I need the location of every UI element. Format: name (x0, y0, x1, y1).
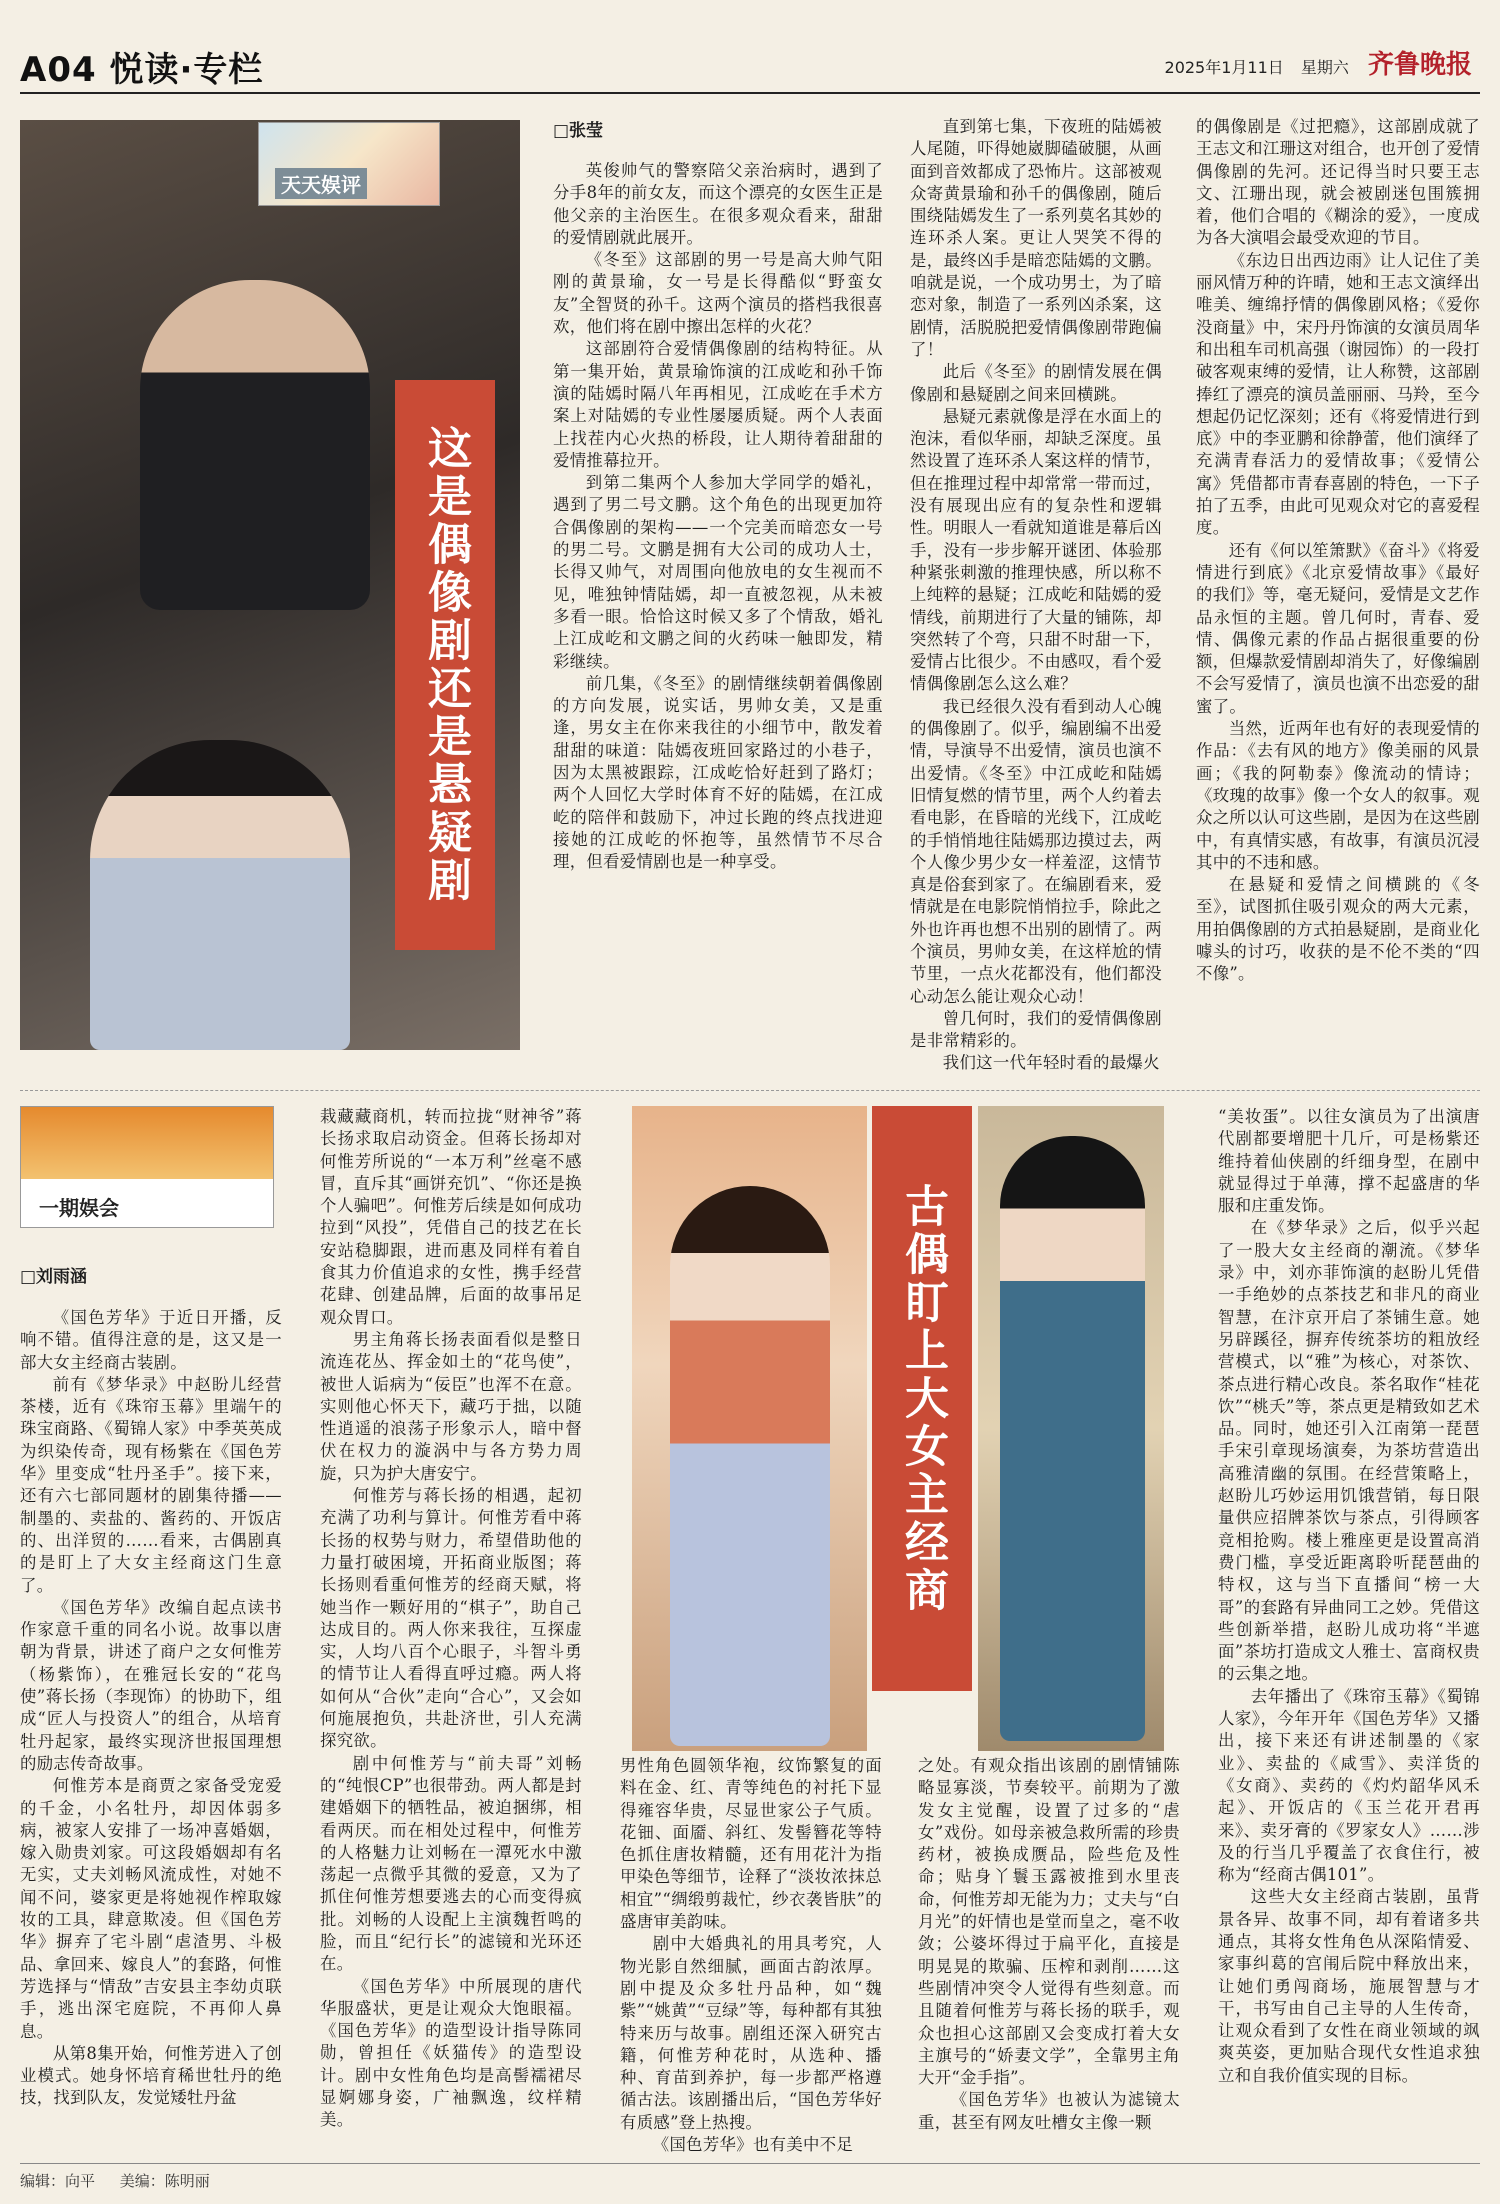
paragraph: 英俊帅气的警察陪父亲治病时，遇到了分手8年的前女友，而这个漂亮的女医生正是他父亲的主治医生。在很多观众看来，甜甜的爱情剧就此展开。 (553, 161, 883, 247)
article2-byline: □刘雨涵 (20, 1267, 88, 1287)
article1-col3 (1196, 116, 1480, 986)
paragraph: 之处。有观众指出该剧的剧情铺陈略显寡淡，节奏较平。前期为了激发女主觉醒，设置了过多的“虐女”戏份。如母亲被急救所需的珍贵药材，被换成赝品，险些危及性命；贴身丫鬟玉露被推到水里丧命，何惟芳却无能为力；丈夫与“白月光”的奸情也是堂而皇之，毫不收敛；公婆坏得过于扁平化，直接是明晃晃的欺骗、压榨和剥削……这些剧情冲突令人觉得有些刻意。而且随着何惟芳与蒋长扬的联手，观众也担心这部剧又会变成打着大女主旗号的“娇妻文学”，全靠男主角大开“金手指”。 (918, 1756, 1180, 2088)
column-tag-label-2: 一期娱会 (39, 1196, 119, 1220)
masthead-info (1165, 44, 1472, 81)
paragraph: 栽藏藏商机，转而拉拢“财神爷”蒋长扬求取启动资金。但蒋长扬却对何惟芳所说的“一本万利”丝毫不感冒，直斥其“画饼充饥”、“你还是换个人骗吧”。何惟芳后续是如何成功拉到“风投”，凭借自己的技艺在长安站稳脚跟，进而惠及同样有着自食其力价值追求的女性，携手经营花肆、创建品牌，后面的故事吊足观众胃口。 (320, 1107, 582, 1327)
article2-col1 (20, 1307, 282, 2110)
credits (20, 2170, 230, 2191)
article2-photo-right (978, 1106, 1164, 1751)
paragraph: 在《梦华录》之后，似乎兴起了一股大女主经商的潮流。《梦华录》中，刘亦菲饰演的赵盼儿凭借一手绝妙的点茶技艺和非凡的商业智慧，在汴京开启了茶铺生意。她另辟蹊径，摒弃传统茶坊的粗放经营模式，以“雅”为核心，对茶饮、茶点进行精心改良。茶名取作“桂花饮”“桃夭”等，茶点更是精致如艺术品。同时，她还引入江南第一琵琶手宋引章现场演奏，为茶坊营造出高雅清幽的氛围。在经营策略上，赵盼儿巧妙运用饥饿营销，每日限量供应招牌茶饮与茶点，引得顾客竞相抢购。楼上雅座更是设置高消费门槛，享受近距离聆听琵琶曲的特权，这与当下直播间“榜一大哥”的套路有异曲同工之妙。凭借这些创新举措，赵盼儿成功将“半遮面”茶坊打造成文人雅士、富商权贵的云集之地。 (1218, 1218, 1480, 1684)
photo-figure-heroine (670, 1186, 830, 1746)
column-tag-label: 天天娱评 (275, 168, 367, 199)
paragraph: 这部剧符合爱情偶像剧的结构特征。从第一集开始，黄景瑜饰演的江成屹和孙千饰演的陆嫣时隔八年再相见，江成屹在手术方案上对陆嫣的专业性屡屡质疑。两个人表面上找茬内心火热的桥段，让人期待着甜甜的爱情推幕拉开。 (553, 339, 883, 470)
column-tag-box-2 (20, 1106, 274, 1228)
paragraph: 《国色芳华》也有美中不足 (652, 2135, 854, 2155)
paragraph: 《国色芳华》中所展现的唐代华服盛状，更是让观众大饱眼福。《国色芳华》的造型设计指导陈同勋，曾担任《妖猫传》的造型设计。剧中女性角色均是高髻襦裙尽显婀娜身姿，广袖飘逸，纹样精美。 (320, 1976, 582, 2130)
paragraph: 曾几何时，我们的爱情偶像剧是非常精彩的。 (910, 1008, 1162, 1051)
article2-col2 (320, 1106, 582, 2132)
article2-col4 (918, 1755, 1180, 2134)
paragraph: 当然，近两年也有好的表现爱情的作品：《去有风的地方》像美丽的风景画；《我的阿勒泰》像流动的情诗；《玫瑰的故事》像一个女人的叙事。观众之所以认可这些剧，是因为在这些剧中，有真情实感，有故事，有演员沉浸其中的不违和感。 (1196, 719, 1480, 872)
paragraph: 这些大女主经商古装剧，虽背景各异、故事不同，却有着诸多共通点，其将女性角色从深陷情爱、家事纠葛的宫闱后院中释放出来，让她们勇闯商场，施展智慧与才干，书写由自己主导的人生传奇，让观众看到了女性在商业领域的飒爽英姿，更加贴合现代女性追求独立和自我价值实现的目标。 (1218, 1887, 1480, 2085)
paragraph: 《东边日出西边雨》让人记住了美丽风情万种的许晴，她和王志文演绎出唯美、缠绵抒情的偶像剧风格；《爱你没商量》中，宋丹丹饰演的女演员周华和出租车司机高强（谢园饰）的一段打破客观束缚的爱情，让人称赞，这部剧捧红了漂亮的演员盖丽丽、马羚，至今想起仍记忆深刻；还有《将爱情进行到底》中的李亚鹏和徐静蕾，他们演绎了充满青春活力的爱情故事；《爱情公寓》凭借都市青春喜剧的特色，一下子拍了五季，由此可见观众对它的喜爱程度。 (1196, 250, 1480, 538)
article2-headline: 古偶盯上大女主经商 (872, 1106, 972, 1691)
bottom-rule (20, 2163, 1480, 2164)
photo-figure-hero (1000, 1136, 1145, 1741)
issue-date: 2025年1月11日 (1164, 58, 1284, 77)
article2-photo-left (632, 1106, 867, 1751)
paragraph: 剧中大婚典礼的用具考究，人物光影自然细腻，画面古韵浓厚。剧中提及众多牡丹品种，如“魏紫”“姚黄”“豆绿”等，每种都有其独特来历与故事。剧组还深入研究古籍，何惟芳种花时，从选种、播种、育苗到养护，每一步都严格遵循古法。该剧播出后，“国色芳华好有质感”登上热搜。 (620, 1934, 882, 2132)
article1-headline: 这是偶像剧还是悬疑剧 (395, 380, 495, 950)
top-rule (20, 92, 1480, 94)
page-label: A04 悦读·专栏 (20, 50, 264, 90)
paragraph: 《国色芳华》于近日开播，反响不错。值得注意的是，这又是一部大女主经商古装剧。 (20, 1308, 282, 1372)
designer-credit: 美编：陈明丽 (119, 2172, 210, 2190)
photo-figure-actor (140, 280, 370, 610)
paragraph: 还有《何以笙箫默》《奋斗》《将爱情进行到底》《北京爱情故事》《最好的我们》等，毫无疑问，爱情是文艺作品永恒的主题。曾几何时，青春、爱情、偶像元素的作品占据很重要的份额，但爆款爱情剧却消失了，好像编剧不会写爱情了，演员也演不出恋爱的甜蜜了。 (1196, 540, 1480, 716)
article1-col1 (553, 160, 883, 874)
paragraph: 何惟芳本是商贾之家备受宠爱的千金，小名牡丹，却因体弱多病，被家人安排了一场冲喜婚姻，嫁入勋贵刘家。可这段婚姻却有名无实，丈夫刘畅风流成性，对她不闻不问，婆家更是将她视作榨取嫁妆的工具，肆意欺凌。但《国色芳华》摒弃了宅斗剧“虐渣男、斗极品、拿回来、嫁良人”的套路，何惟芳选择与“情敌”吉安县主李幼贞联手，逃出深宅庭院，不再仰人鼻息。 (20, 1776, 282, 2041)
section-divider (20, 1090, 1480, 1091)
paragraph: 男性角色圆领华袍，纹饰繁复的面料在金、红、青等纯色的衬托下显得雍容华贵，尽显世家公子气质。花钿、面靥、斜红、发髻簪花等特色抓住唐妆精髓，还有用花汁为指甲染色等细节，诠释了“淡妆浓抹总相宜”“绸缎剪裁忙，纱衣袭皆肤”的盛唐审美韵味。 (620, 1756, 882, 1932)
issue-weekday: 星期六 (1300, 58, 1349, 77)
article1-byline: □张莹 (553, 121, 604, 141)
article2-col5 (1218, 1106, 1480, 2087)
paragraph: 从第8集开始，何惟芳进入了创业模式。她身怀培育稀世牡丹的绝技，找到队友，发觉矮牡丹盆 (20, 2043, 282, 2108)
paragraph: 的偶像剧是《过把瘾》，这部剧成就了王志文和江珊这对组合，也开创了爱情偶像剧的先河。还记得当时只要王志文、江珊出现，就会被剧迷包围簇拥着，他们合唱的《糊涂的爱》，一度成为各大演唱会最受欢迎的节目。 (1196, 117, 1480, 248)
paragraph: 《国色芳华》也被认为滤镜太重，甚至有网友吐槽女主像一颗 (918, 2090, 1180, 2132)
paragraph: 到第二集两个人参加大学同学的婚礼，遇到了男二号文鹏。这个角色的出现更加符合偶像剧的架构——一个完美而暗恋女一号的男二号。文鹏是拥有大公司的成功人士，长得又帅气，对周围向他放电的女生视而不见，唯独钟情陆嫣，却一直被忽视，从未被多看一眼。恰恰这时候又多了个情敌，婚礼上江成屹和文鹏之间的火药味一触即发，精彩继续。 (553, 473, 883, 671)
paragraph: 我已经很久没有看到动人心魄的偶像剧了。似乎，编剧编不出爱情，导演导不出爱情，演员也演不出爱情。《冬至》中江成屹和陆嫣旧情复燃的情节里，两个人约着去看电影，在昏暗的光线下，江成屹的手悄悄地往陆嫣那边摸过去，两个人像少男少女一样羞涩，这情节真是俗套到家了。在编剧看来，爱情就是在电影院悄悄拉手，除此之外也许再也想不出别的剧情了。两个演员，男帅女美，在这样尬的情节里，一点火花都没有，他们都没心动怎么能让观众心动！ (910, 696, 1162, 1006)
paragraph: 前几集，《冬至》的剧情继续朝着偶像剧的方向发展，说实话，男帅女美，又是重逢，男女主在你来我往的小细节中，散发着甜甜的味道：陆嫣夜班回家路过的小巷子，因为太黑被跟踪，江成屹恰好赶到了路灯；两个人回忆大学时体育不好的陆嫣，在江成屹的陪伴和鼓励下，冲过长跑的终点找进迎接她的江成屹的怀抱等，虽然情节不尽合理，但看爱情剧也是一种享受。 (553, 673, 883, 872)
paragraph: 何惟芳与蒋长扬的相遇，起初充满了功利与算计。何惟芳看中蒋长扬的权势与财力，希望借助他的力量打破困境，开拓商业版图；蒋长扬则看重何惟芳的经商天赋，将她当作一颗好用的“棋子”，助自己达成目的。两人你来我往，互探虚实，人均八百个心眼子，斗智斗勇的情节让人看得直呼过瘾。两人将如何从“合伙”走向“合心”，又会如何施展抱负，共赴济世，引人充满探究欲。 (320, 1486, 582, 1751)
photo-figure-actress (90, 740, 350, 1050)
paragraph: 去年播出了《珠帘玉幕》《蜀锦人家》，今年开年《国色芳华》又播出，接下来还有讲述制墨的《家业》、卖盐的《咸雪》、卖洋货的《女商》、卖药的《灼灼韶华风禾起》、开饭店的《玉兰花开君再来》、卖牙膏的《罗家女人》……涉及的行当几乎覆盖了衣食住行，被称为“经商古偶101”。 (1218, 1686, 1480, 1885)
column-tag-box (258, 122, 440, 206)
paragraph: 悬疑元素就像是浮在水面上的泡沫，看似华丽，却缺乏深度。虽然设置了连环杀人案这样的情节，但在推理过程中却常常一带而过，没有展现出应有的复杂性和逻辑性。明眼人一看就知道谁是幕后凶手，没有一步步解开谜团、体验那种紧张刺激的推理快感，所以称不上纯粹的悬疑；江成屹和陆嫣的爱情线，前期进行了大量的铺陈，却突然转了个弯，只甜不时甜一下，爱情占比很少。不由感叹，看个爱情偶像剧怎么这么难？ (910, 406, 1162, 694)
paragraph: 我们这一代年轻时看的最爆火 (942, 1053, 1160, 1073)
paragraph: 直到第七集，下夜班的陆嫣被人尾随，吓得她崴脚磕破腿，从画面到音效都成了恐怖片。这部被观众寄黄景瑜和孙千的偶像剧，随后围绕陆嫣发生了一系列莫名其妙的连环杀人案。更让人哭笑不得的是，最终凶手是暗恋陆嫣的文鹏。咱就是说，一个成功男士，为了暗恋对象，制造了一系列凶杀案，这剧情，活脱脱把爱情偶像剧带跑偏了！ (910, 117, 1162, 359)
paragraph: 前有《梦华录》中赵盼儿经营茶楼，近有《珠帘玉幕》里端午的珠宝商路、《蜀锦人家》中季英英成为织染传奇，现有杨紫在《国色芳华》里变成“牡丹圣手”。接下来，还有六七部同题材的剧集待播——制墨的、卖盐的、酱药的、开饭店的、出洋贸的……看来，古偶剧真的是盯上了大女主经商这门生意了。 (20, 1374, 282, 1595)
paragraph: “美妆蛋”。以往女演员为了出演唐代剧都要增肥十几斤，可是杨紫还维持着仙侠剧的纤细身型，在剧中就显得过于单薄，撑不起盛唐的华服和庄重发饰。 (1218, 1107, 1480, 1216)
article1-col2 (910, 116, 1162, 1075)
paragraph: 《国色芳华》改编自起点读书作家意千重的同名小说。故事以唐朝为背景，讲述了商户之女何惟芳（杨紫饰），在雅冠长安的“花鸟使”蒋长扬（李现饰）的协助下，组成“匠人与投资人”的组合，从培育牡丹起家，最终实现济世报国理想的励志传奇故事。 (20, 1597, 282, 1773)
article2-col3 (620, 1755, 882, 2156)
paragraph: 在悬疑和爱情之间横跳的《冬至》，试图抓住吸引观众的两大元素，用拍偶像剧的方式拍悬疑剧，是商业化噱头的讨巧，收获的是不伦不类的“四不像”。 (1196, 875, 1480, 984)
editor-credit: 编辑：向平 (20, 2172, 96, 2190)
paragraph: 《冬至》这部剧的男一号是高大帅气阳刚的黄景瑜，女一号是长得酷似“野蛮女友”全智贤的孙千。这两个演员的搭档我很喜欢，他们将在剧中擦出怎样的火花？ (553, 250, 883, 337)
newspaper-logo: 齐鲁晚报 (1367, 50, 1472, 80)
paragraph: 此后《冬至》的剧情发展在偶像剧和悬疑剧之间来回横跳。 (910, 362, 1162, 404)
paragraph: 剧中何惟芳与“前夫哥”刘畅的“纯恨CP”也很带劲。两人都是封建婚姻下的牺牲品，被迫捆绑，相看两厌。而在相处过程中，何惟芳的人格魅力让刘畅在一潭死水中激荡起一点微乎其微的爱意，又为了抓住何惟芳想要逃去的心而变得疯批。刘畅的人设配上主演魏哲鸣的脸，而且“纪行长”的滤镜和光环还在。 (320, 1753, 582, 1974)
paragraph: 男主角蒋长扬表面看似是整日流连花丛、挥金如土的“花鸟使”，被世人诟病为“佞臣”也浑不在意。实则他心怀天下，藏巧于拙，以随性逍遥的浪荡子形象示人，暗中督伏在权力的漩涡中与各方势力周旋，只为护大唐安宁。 (320, 1329, 582, 1483)
